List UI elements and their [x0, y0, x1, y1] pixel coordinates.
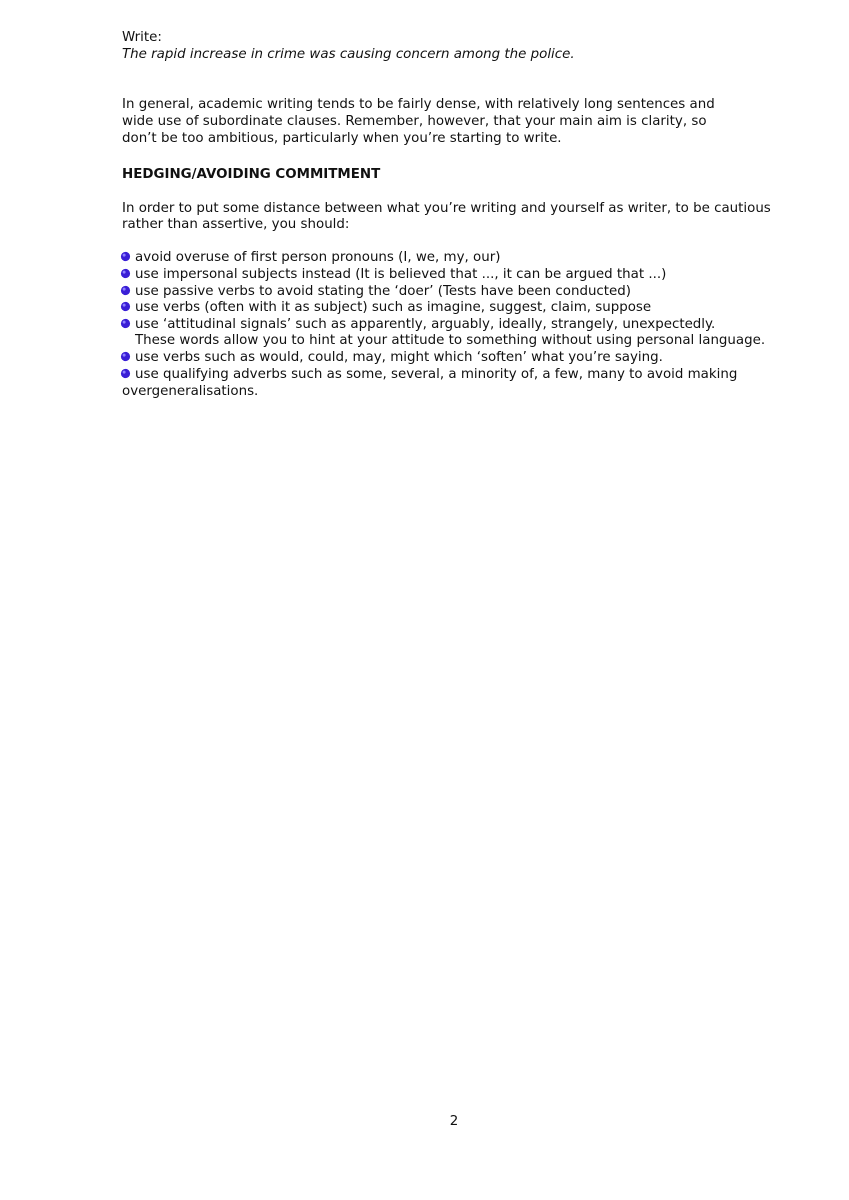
bullet-icon	[120, 351, 131, 362]
list-item-text: use verbs (often with it as subject) such as imagine, suggest, claim, suppose	[135, 300, 652, 315]
write-label: Write:	[122, 30, 162, 45]
list-item	[120, 366, 737, 383]
bullet-icon	[120, 368, 131, 379]
list-item-text: use impersonal subjects instead (It is believed that ..., it can be argued that ...)	[135, 267, 667, 282]
list-item	[120, 349, 663, 366]
bullet-icon	[120, 301, 131, 312]
list-item-continuation: These words allow you to hint at your attitude to something without using personal language.	[135, 333, 766, 348]
paragraph-line: In general, academic writing tends to be fairly dense, with relatively long sentences and	[122, 97, 715, 112]
bullet-icon	[120, 268, 131, 279]
paragraph-line: don’t be too ambitious, particularly when you’re starting to write.	[122, 131, 562, 146]
list-item	[120, 283, 631, 300]
list-item-continuation: overgeneralisations.	[122, 384, 259, 399]
list-item	[120, 299, 651, 316]
list-item-text: avoid overuse of first person pronouns (I, we, my, our)	[135, 250, 501, 265]
write-example: The rapid increase in crime was causing concern among the police.	[122, 47, 575, 62]
list-item-text: use passive verbs to avoid stating the ‘doer’ (Tests have been conducted)	[135, 284, 632, 299]
intro-line: rather than assertive, you should:	[122, 217, 350, 232]
list-item	[120, 266, 666, 283]
list-item-text: use qualifying adverbs such as some, several, a minority of, a few, many to avoid making	[135, 367, 738, 382]
intro-line: In order to put some distance between what you’re writing and yourself as writer, to be cautious	[122, 201, 771, 216]
list-item	[120, 249, 500, 266]
list-item	[120, 316, 715, 333]
page-number: 2	[449, 1114, 459, 1129]
list-item-text: use verbs such as would, could, may, might which ‘soften’ what you’re saying.	[135, 350, 663, 365]
bullet-icon	[120, 285, 131, 296]
bullet-icon	[120, 251, 131, 262]
section-heading: HEDGING/AVOIDING COMMITMENT	[122, 167, 381, 182]
list-item-text: use ‘attitudinal signals’ such as apparently, arguably, ideally, strangely, unexpectedly.	[135, 317, 716, 332]
bullet-icon	[120, 318, 131, 329]
paragraph-line: wide use of subordinate clauses. Remember, however, that your main aim is clarity, so	[122, 114, 707, 129]
